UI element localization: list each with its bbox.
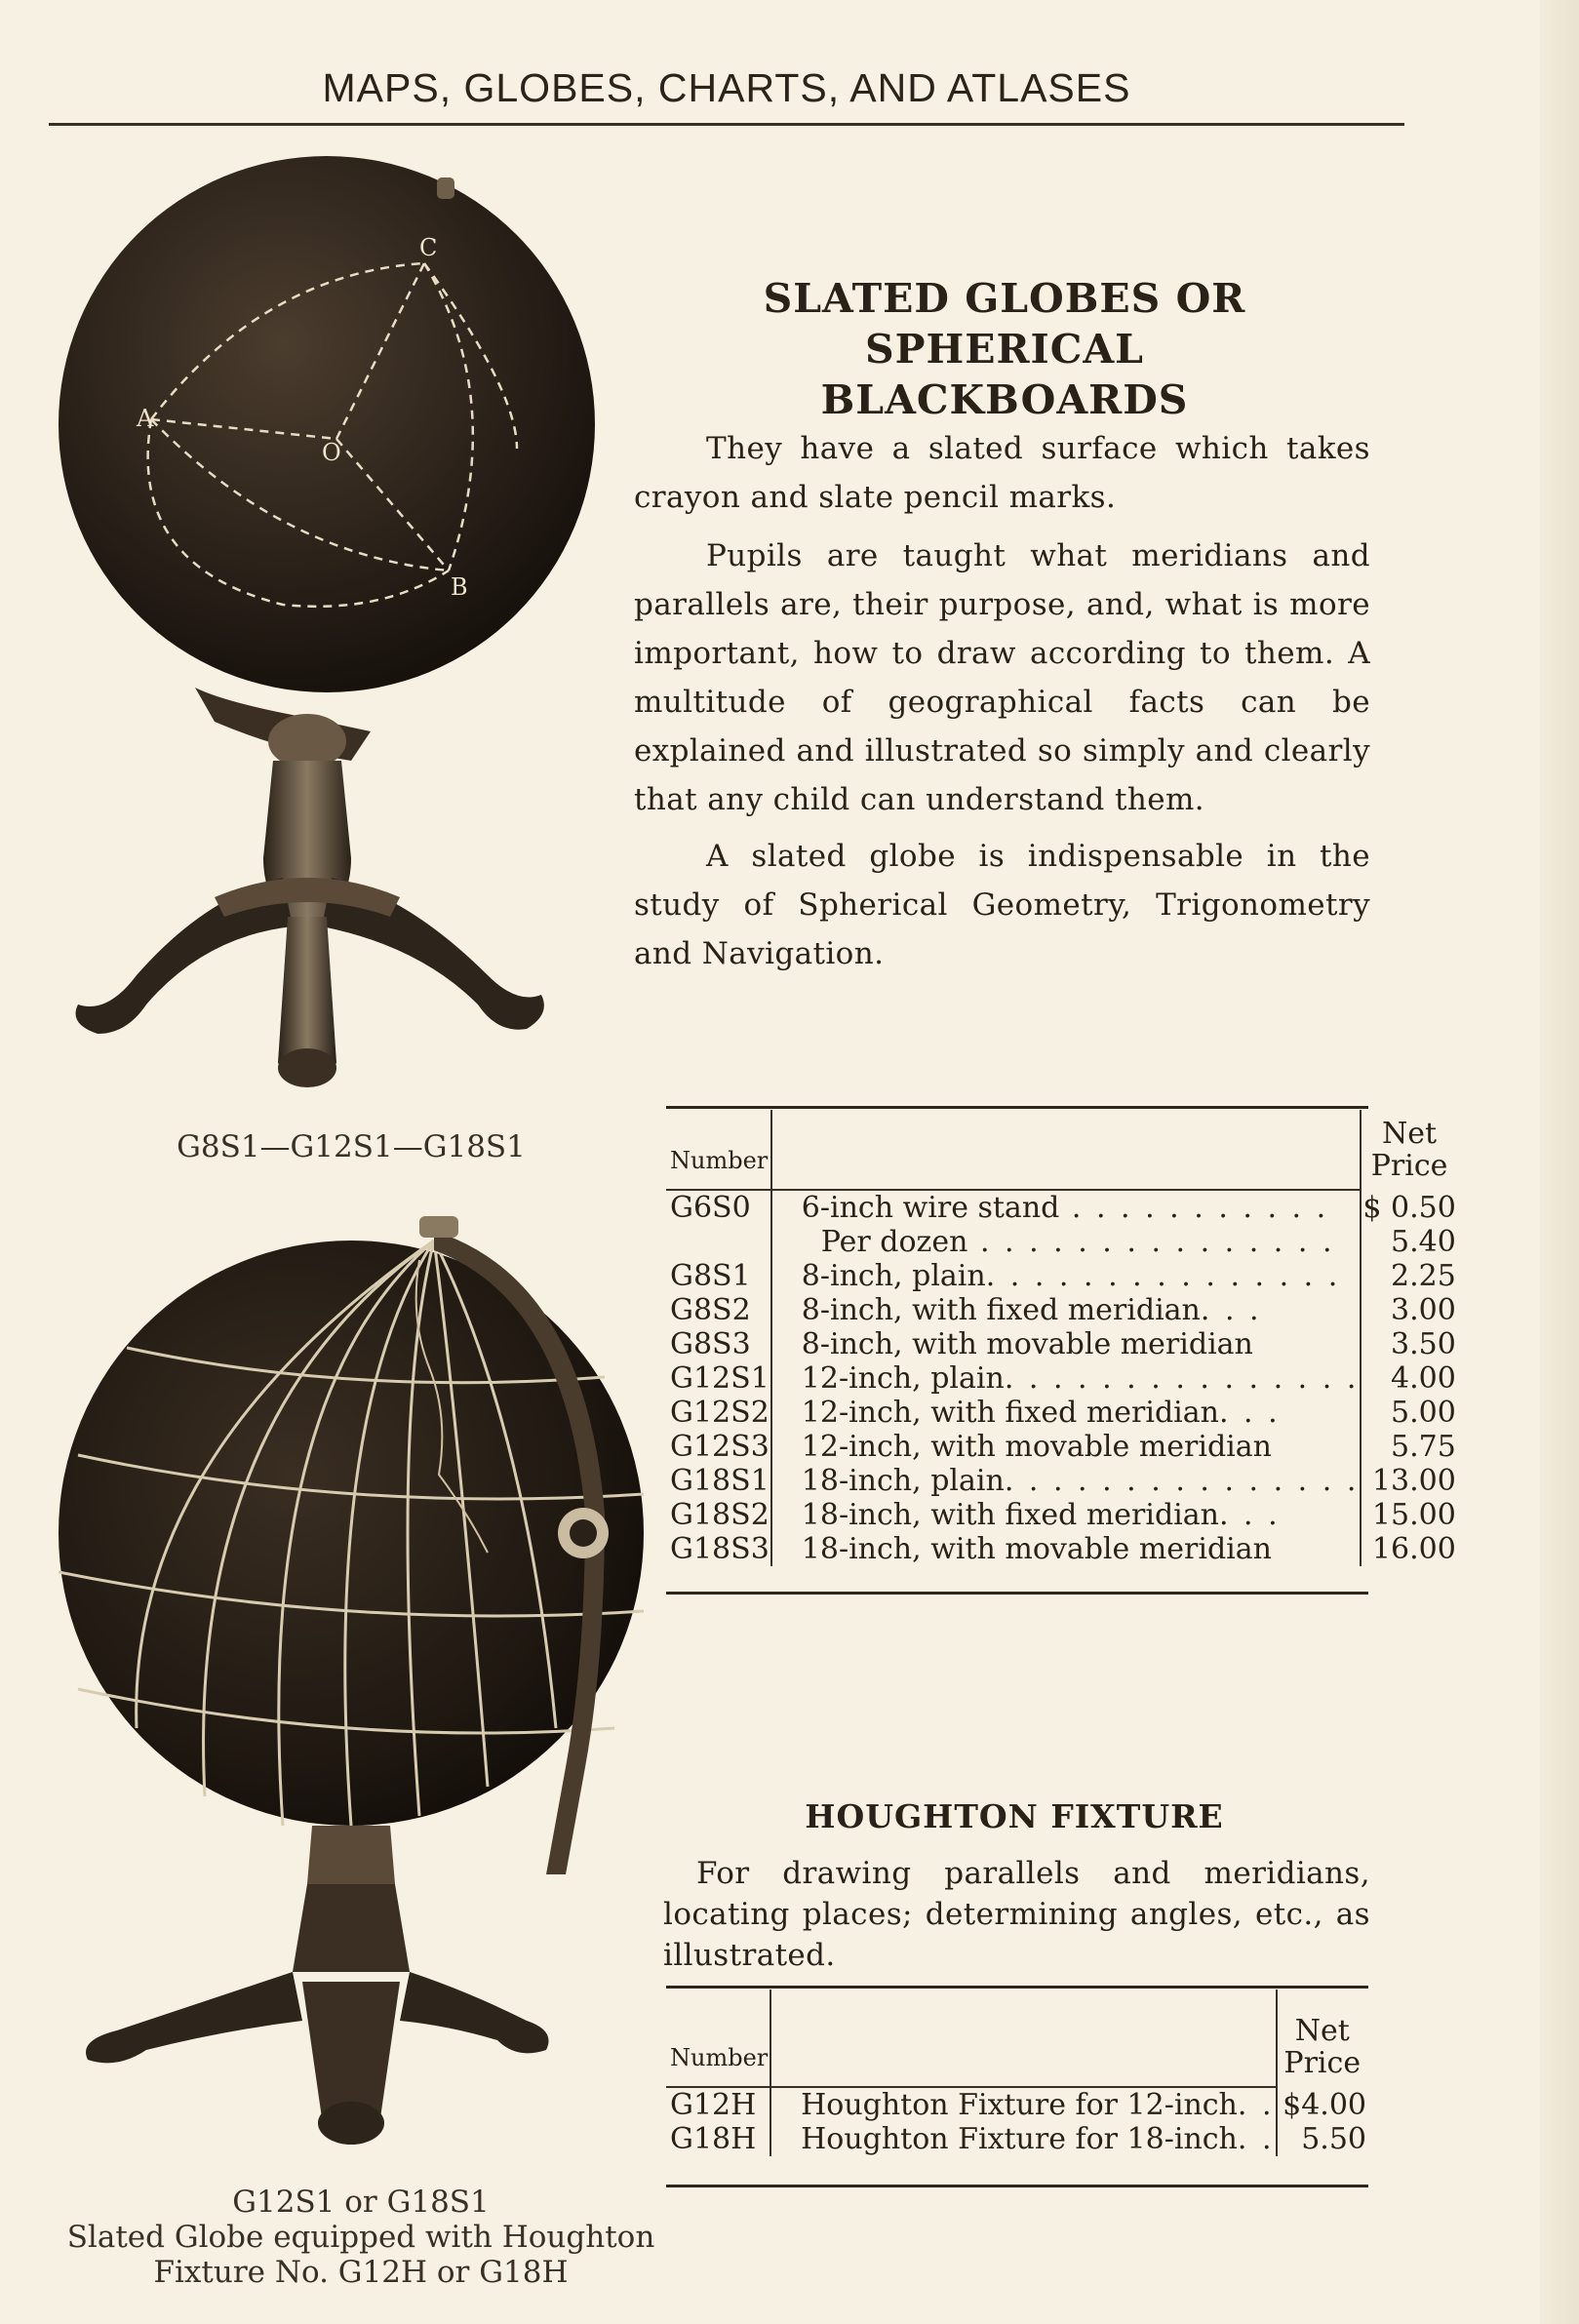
row-leader-dots: . . . . . . . . . . . xyxy=(1059,1191,1329,1225)
row-description-text: 12-inch, plain xyxy=(801,1361,1005,1396)
houghton-paragraph: For drawing parallels and meridians, locating places; determining angles, etc., as illustrated. xyxy=(663,1856,1370,1973)
page-edge xyxy=(1540,0,1579,2324)
table-row xyxy=(666,1361,1458,1396)
row-number: G6S0 xyxy=(666,1190,771,1225)
row-description-text: Per dozen xyxy=(820,1225,968,1259)
paragraph-1: They have a slated surface which takes crayon and slate pencil marks. xyxy=(634,431,1370,515)
table1-header-price-line2: Price xyxy=(1370,1149,1448,1183)
point-label-b: B xyxy=(451,573,468,601)
row-price: $ 0.50 xyxy=(1362,1190,1456,1225)
table1-header-price xyxy=(1361,1110,1457,1190)
row-description-text: 6-inch wire stand xyxy=(801,1191,1060,1225)
table-row xyxy=(666,1464,1458,1498)
row-description-text: 12-inch, with fixed meridian xyxy=(801,1396,1219,1430)
row-description xyxy=(771,1190,1362,1225)
price-table-slated-globes xyxy=(666,1110,1458,1566)
table1-bottom-rule xyxy=(666,1592,1368,1595)
row-description-text: Houghton Fixture for 18-inch xyxy=(801,2122,1238,2156)
row-leader-dots: . . xyxy=(1237,2088,1275,2122)
row-description-text: Houghton Fixture for 12-inch xyxy=(801,2088,1238,2122)
row-description xyxy=(771,1532,1362,1566)
paragraph-2: Pupils are taught what meridians and parallels are, their purpose, and, what is more important, how to draw according to them. A multitude of geographical facts can be explained and illustrated so simply and clearly that any child can understand them. xyxy=(634,538,1370,817)
row-description xyxy=(771,1430,1362,1464)
row-price: 4.00 xyxy=(1391,1361,1456,1396)
row-number: G8S2 xyxy=(666,1293,771,1327)
table2-header-number: Number xyxy=(666,1989,770,2087)
row-description xyxy=(771,1259,1362,1293)
row-description xyxy=(771,1327,1362,1361)
point-label-c: C xyxy=(419,234,438,261)
bottom-caption-line1: G12S1 or G18S1 xyxy=(232,2185,490,2220)
row-price: 15.00 xyxy=(1371,1498,1456,1532)
row-number: G18S1 xyxy=(666,1464,771,1498)
row-leader-dots: . . . xyxy=(1218,1396,1281,1430)
table-row xyxy=(666,1498,1458,1532)
row-number: G12S3 xyxy=(666,1430,771,1464)
page-header: MAPS, GLOBES, CHARTS, AND ATLASES xyxy=(49,60,1404,126)
row-description xyxy=(771,1361,1362,1396)
row-leader-dots: . . . . . . . . . . . . . . . xyxy=(1004,1464,1360,1498)
table-row xyxy=(666,1293,1458,1327)
row-description xyxy=(770,2122,1276,2156)
row-number: G18H xyxy=(666,2122,770,2156)
point-label-a: A xyxy=(137,405,154,432)
table2-header-price-line2: Price xyxy=(1283,2046,1362,2080)
table2-body xyxy=(666,2087,1368,2156)
row-description-text: 8-inch, with fixed meridian xyxy=(801,1293,1201,1327)
row-price: 13.00 xyxy=(1371,1464,1456,1498)
row-number: G8S3 xyxy=(666,1327,771,1361)
table-row xyxy=(666,1190,1458,1225)
price-table-houghton-fixture xyxy=(666,1989,1368,2156)
point-label-o: O xyxy=(322,439,341,466)
row-price: 5.75 xyxy=(1391,1430,1456,1464)
row-number: G12S2 xyxy=(666,1396,771,1430)
table1-body xyxy=(666,1190,1458,1566)
table2-header-price xyxy=(1277,1989,1369,2087)
bottom-caption-line3: Fixture No. G12H or G18H xyxy=(153,2255,569,2290)
row-description xyxy=(771,1498,1362,1532)
row-number xyxy=(666,1225,771,1259)
row-number: G8S1 xyxy=(666,1259,771,1293)
table-row xyxy=(666,1396,1458,1430)
globe-with-houghton-fixture-illustration xyxy=(59,1201,663,2177)
row-price: $4.00 xyxy=(1283,2087,1366,2122)
row-number: G12S1 xyxy=(666,1361,771,1396)
table-row xyxy=(666,1430,1458,1464)
row-description xyxy=(770,2087,1276,2122)
paragraph-3: A slated globe is indispensable in the study of Spherical Geometry, Trigonometry and Navigation. xyxy=(634,839,1370,971)
row-price: 5.40 xyxy=(1391,1225,1456,1259)
table2-bottom-rule xyxy=(666,2185,1368,2187)
table1-header-number: Number xyxy=(666,1110,771,1190)
table2-top-rule xyxy=(666,1986,1368,1989)
row-price: 5.50 xyxy=(1301,2122,1366,2156)
row-description xyxy=(771,1464,1362,1498)
row-leader-dots: . . . xyxy=(1218,1498,1281,1532)
table2-header-price-line1: Net xyxy=(1294,2014,1350,2048)
row-description-text: 8-inch, plain xyxy=(801,1259,986,1293)
row-number: G18S2 xyxy=(666,1498,771,1532)
row-leader-dots: . . . . . . . . . . . . . . . xyxy=(985,1259,1341,1293)
row-description-text: 18-inch, plain xyxy=(801,1464,1005,1498)
table1-top-rule xyxy=(666,1106,1368,1109)
row-price: 3.50 xyxy=(1391,1327,1456,1361)
section-title-houghton-fixture: HOUGHTON FIXTURE xyxy=(805,1797,1224,1835)
row-description-text: 12-inch, with movable meridian xyxy=(801,1430,1272,1464)
row-price: 2.25 xyxy=(1391,1259,1456,1293)
row-description-text: 8-inch, with movable meridian xyxy=(801,1327,1253,1361)
bottom-figure-caption xyxy=(59,2185,663,2290)
table-row xyxy=(666,2122,1368,2156)
row-price: 5.00 xyxy=(1391,1396,1456,1430)
row-price: 3.00 xyxy=(1391,1293,1456,1327)
table-row xyxy=(666,1259,1458,1293)
section-title-line2: BLACKBOARDS xyxy=(820,376,1189,423)
top-figure-caption: G8S1—G12S1—G18S1 xyxy=(177,1129,526,1164)
row-leader-dots: . . . . . . . . . . . . . . . xyxy=(967,1225,1335,1259)
section-title-line1: SLATED GLOBES OR SPHERICAL xyxy=(763,275,1246,373)
table-row xyxy=(666,1225,1458,1259)
table1-header-price-line1: Net xyxy=(1382,1117,1438,1151)
row-number: G18S3 xyxy=(666,1532,771,1566)
row-price: 16.00 xyxy=(1371,1532,1456,1566)
table-row xyxy=(666,1327,1458,1361)
bottom-caption-line2: Slated Globe equipped with Houghton xyxy=(66,2220,655,2255)
section-title-slated-globes xyxy=(624,273,1385,425)
slated-globe-illustration xyxy=(59,156,605,1122)
table1-header-description xyxy=(771,1110,1362,1190)
row-leader-dots: . . xyxy=(1237,2122,1275,2156)
row-leader-dots: . . . . . . . . . . . . . . . xyxy=(1004,1361,1360,1396)
row-description-text: 18-inch, with movable meridian xyxy=(801,1532,1272,1566)
row-description xyxy=(771,1225,1362,1259)
row-description-text: 18-inch, with fixed meridian xyxy=(801,1498,1219,1532)
row-description xyxy=(771,1396,1362,1430)
table2-header-description xyxy=(770,1989,1276,2087)
table-row xyxy=(666,1532,1458,1566)
row-leader-dots: . . . xyxy=(1200,1293,1262,1327)
row-number: G12H xyxy=(666,2087,770,2122)
row-description xyxy=(771,1293,1362,1327)
table-row xyxy=(666,2087,1368,2122)
